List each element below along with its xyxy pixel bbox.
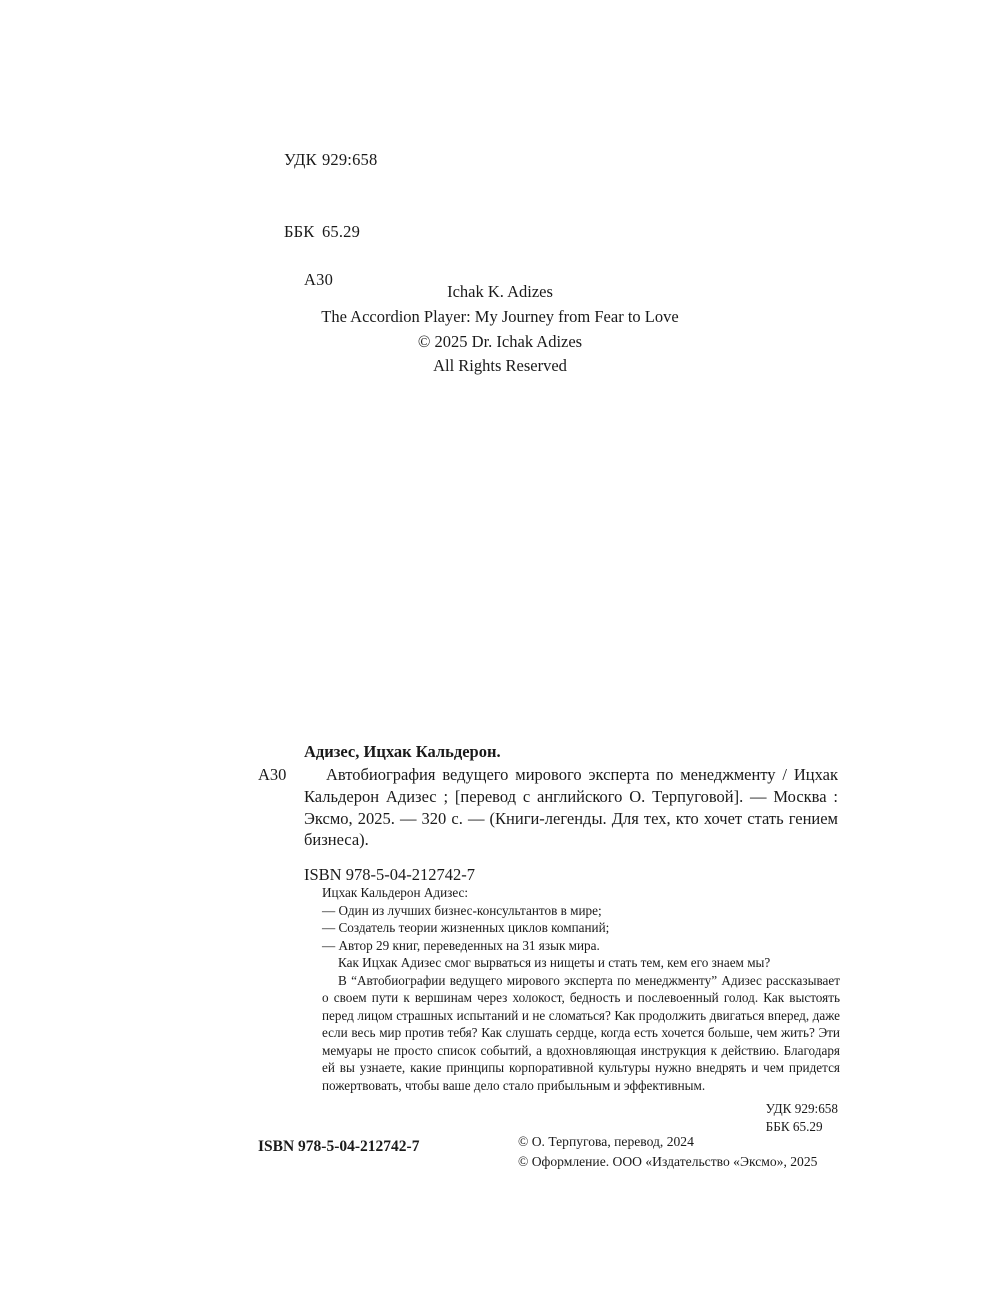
english-author: Ichak K. Adizes — [447, 282, 553, 301]
bottom-classification-udk: УДК 929:658 — [765, 1101, 838, 1116]
classification-label-bbk: ББК — [283, 221, 315, 241]
classification-shelf-mark: А30 — [304, 269, 334, 289]
cip-description: Автобиография ведущего мирового эксперта по менеджменту / Ицхак Кальдерон Адизес ; [перевод с английского О. Терпуговой]. — Москва : Эксмо, 2025. — 320 с. — (Книги-легенды. Для тех, кто хочет стать гением бизнеса). — [304, 765, 838, 850]
footer-rights-block — [518, 1132, 817, 1171]
annotation-bullet-1: — Один из лучших бизнес-консультантов в мире; — [322, 902, 602, 918]
bottom-classification-bbk: ББК 65.29 — [765, 1118, 823, 1134]
bottom-classification-block — [766, 1100, 838, 1136]
footer-design-rights: © Оформление. ООО «Издательство «Эксмо», 2025 — [518, 1153, 818, 1169]
annotation-paragraph-1: Как Ицхак Адизес смог вырваться из нищеты и стать тем, кем его знаем мы? — [338, 955, 771, 971]
english-copyright-block — [0, 280, 1000, 379]
annotation-bullet-2: — Создатель теории жизненных циклов компаний; — [322, 920, 610, 936]
annotation-lead: Ицхак Кальдерон Адизес: — [322, 885, 469, 900]
cip-shelf-mark: А30 — [258, 765, 287, 784]
english-title: The Accordion Player: My Journey from Fear to Love — [321, 306, 679, 326]
classification-value-bbk: 65.29 — [321, 221, 361, 241]
annotation-paragraph-2: В “Автобиографии ведущего мирового эксперта по менеджменту” Адизес рассказывает о своем пути к вершинам через холокост, бедность и послевоенный голод. Как выстоять перед лицом страшных испытаний и не сломаться? Как продолжить двигаться вперед, даже если весь мир против тебя? Как слушать сердце, когда есть хочется больше, чем жить? Эти мемуары не просто список событий, а вдохновляющая инструкция к действию. Благодаря ей вы узнаете, какие принципы корпоративной культуры нужно внедрять и чем придется пожертвовать, чтобы ваше дело стало прибыльным и эффективным. — [322, 972, 840, 1094]
annotation-bullet-3: — Автор 29 книг, переведенных на 31 язык мира. — [322, 937, 600, 953]
classification-value-udk: 929:658 — [321, 149, 378, 169]
footer-isbn: ISBN 978-5-04-212742-7 — [258, 1138, 420, 1155]
cip-record — [258, 742, 838, 885]
footer-translation-rights: © О. Терпугова, перевод, 2024 — [518, 1134, 694, 1149]
cip-isbn: ISBN 978-5-04-212742-7 — [304, 865, 475, 885]
classification-block — [258, 124, 377, 291]
classification-label-udk: УДК — [283, 149, 317, 169]
cip-body — [258, 764, 838, 851]
cip-author-heading: Адизес, Ицхак Кальдерон. — [304, 742, 501, 761]
classification-line-udk — [258, 124, 377, 196]
english-rights-notice: All Rights Reserved — [433, 356, 567, 376]
annotation-block — [322, 884, 840, 1095]
classification-line-bbk — [258, 196, 377, 268]
english-copyright-notice: © 2025 Dr. Ichak Adizes — [417, 331, 583, 351]
